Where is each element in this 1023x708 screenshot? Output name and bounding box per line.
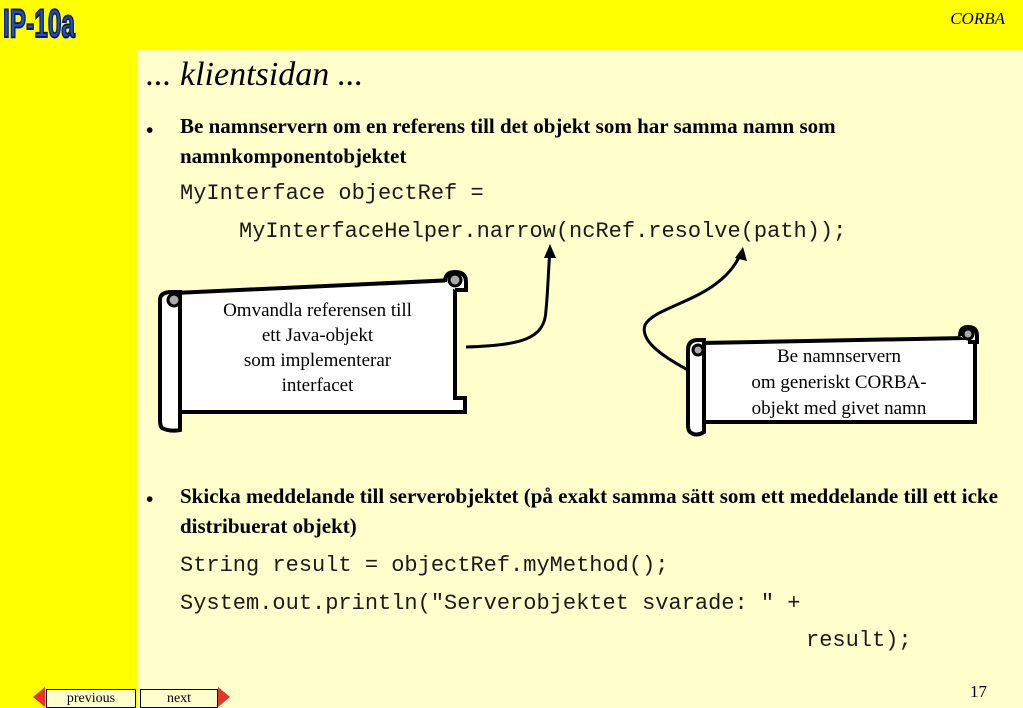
callout-line: Be namnservern xyxy=(777,346,901,367)
bullet-marker: • xyxy=(146,487,154,511)
section-label: CORBA xyxy=(950,9,1005,28)
callout-line: interfacet xyxy=(281,375,354,396)
arrowhead-icon xyxy=(544,244,556,258)
previous-button[interactable]: previous xyxy=(46,689,136,708)
next-button[interactable]: next xyxy=(140,689,218,708)
code-line: MyInterfaceHelper.narrow(ncRef.resolve(path)); xyxy=(239,219,847,244)
code-line: result); xyxy=(806,628,912,653)
code-line: MyInterface objectRef = xyxy=(180,181,484,206)
callout-line: Omvandla referensen till xyxy=(223,300,412,321)
next-arrow-icon[interactable] xyxy=(218,687,230,707)
code-line: String result = objectRef.myMethod(); xyxy=(180,553,669,578)
callout-right-text xyxy=(708,344,970,422)
callout-left-text xyxy=(185,298,450,398)
page-number: 17 xyxy=(970,682,987,701)
slide-title: ... klientsidan ... xyxy=(146,56,364,93)
callout-line: objekt med givet namn xyxy=(751,398,927,419)
arrow-to-narrow xyxy=(466,250,550,347)
bullet-text-2: Skicka meddelande till serverobjektet (på exakt samma sätt som ett meddelande till ett icke distribuerat objekt) xyxy=(180,484,998,538)
previous-arrow-icon[interactable] xyxy=(33,687,45,707)
callout-line: om generiskt CORBA- xyxy=(751,372,927,393)
bullet-marker: • xyxy=(146,118,154,142)
code-line: System.out.println("Serverobjektet svarade: " + xyxy=(180,591,801,616)
bullet-text-1: Be namnservern om en referens till det objekt som har samma namn som namnkomponentobjektet xyxy=(180,114,836,168)
callout-line: ett Java-objekt xyxy=(261,325,374,346)
callout-line: som implementerar xyxy=(243,350,392,371)
logo-text: IP-10a xyxy=(3,2,76,46)
